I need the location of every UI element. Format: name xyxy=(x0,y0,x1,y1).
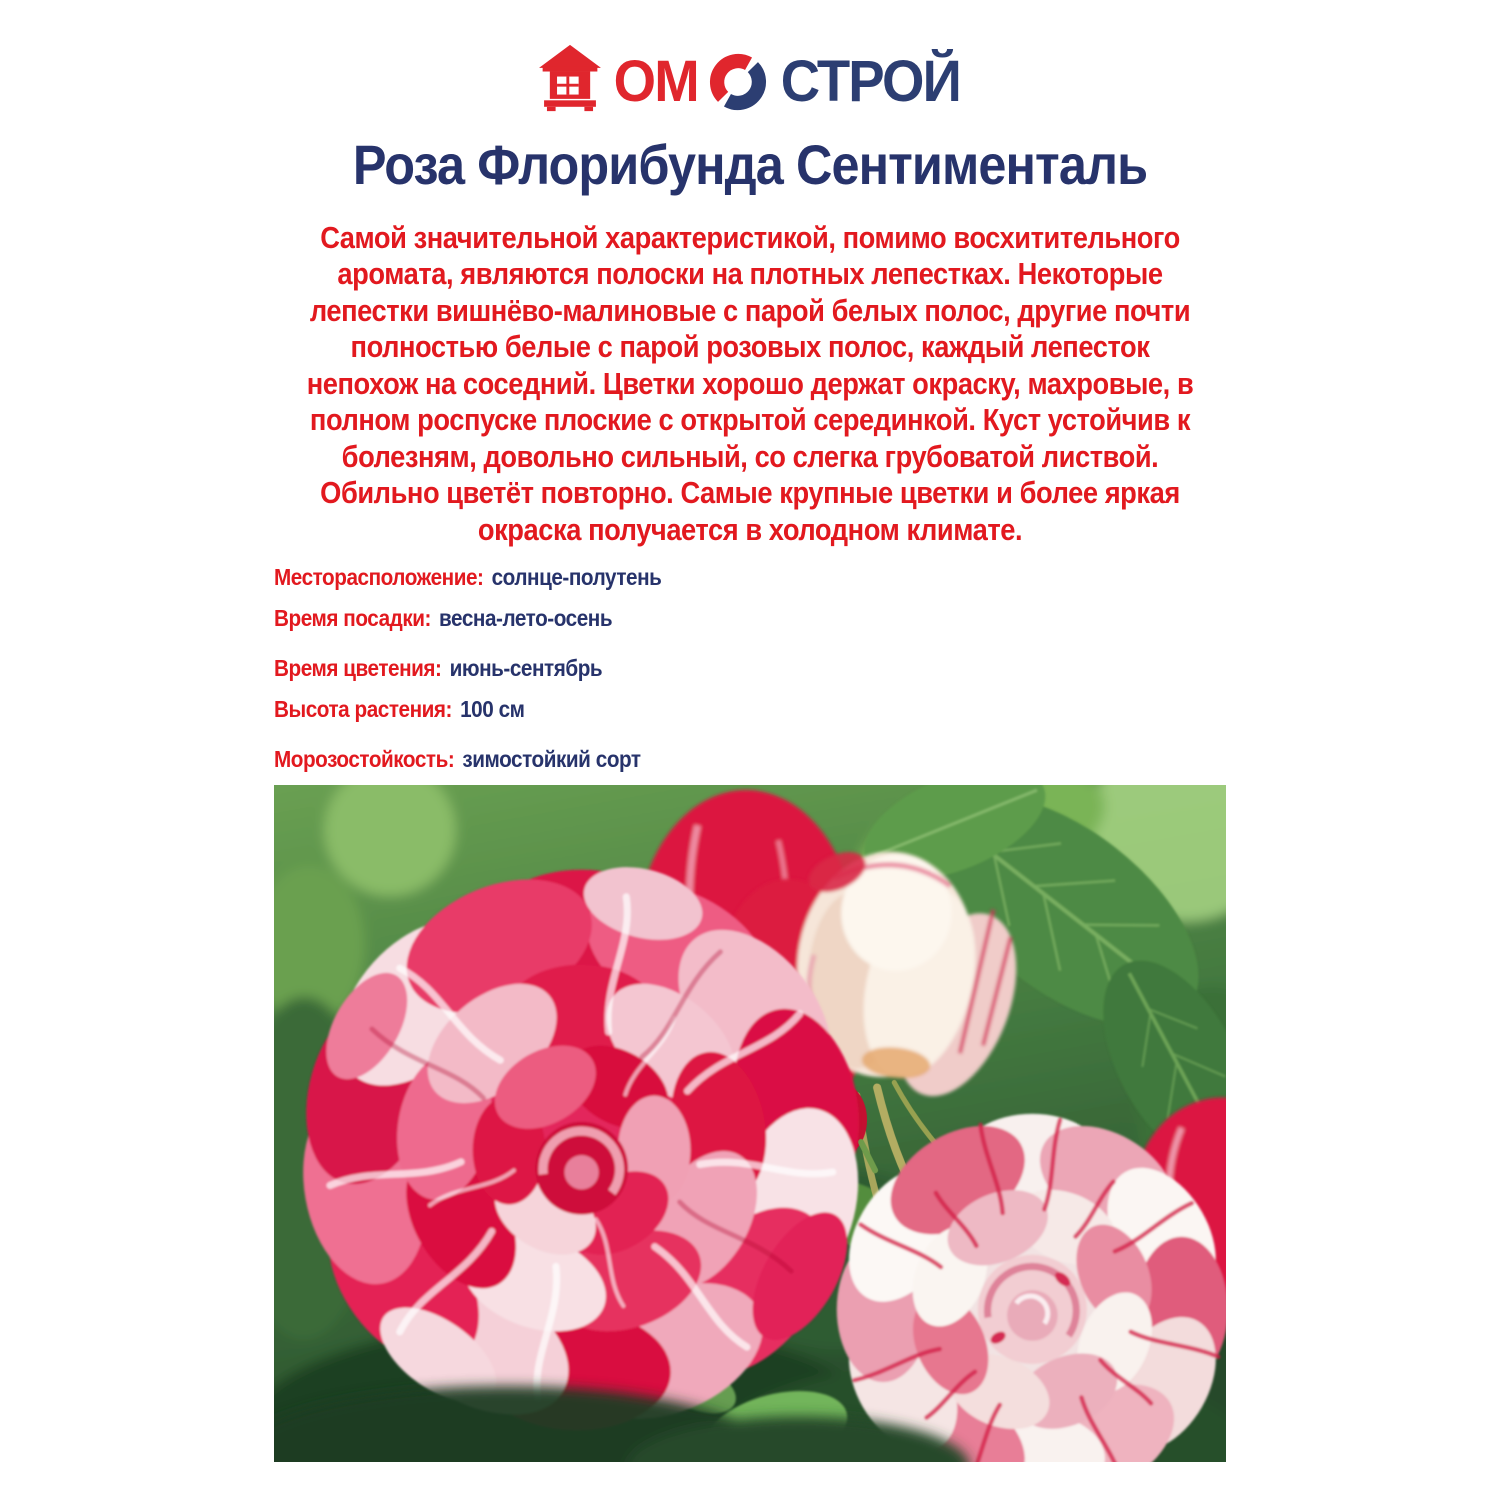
description xyxy=(0,220,1500,549)
attributes-list xyxy=(274,562,1226,774)
attribute-row-location xyxy=(274,562,1131,592)
description-line: Самой значительной характеристикой, помимо восхитительного xyxy=(320,219,1180,255)
description-line: окраска получается в холодном климате. xyxy=(477,511,1023,547)
attribute-label: Высота растения: xyxy=(274,696,452,723)
description-line: полном роспуске плоские с открытой серединкой. Куст устойчив к xyxy=(309,402,1191,438)
brand-text-stroy: СТРОЙ xyxy=(780,49,960,114)
attribute-value: солнце-полутень xyxy=(491,564,662,591)
attribute-label: Время посадки: xyxy=(274,605,431,632)
page-title: Роза Флорибунда Сентименталь xyxy=(352,133,1148,196)
attribute-label: Время цветения: xyxy=(274,655,442,682)
attribute-row-bloom-time xyxy=(274,653,1131,683)
description-line: лепестки вишнёво-малиновые с парой белых полос, другие почти xyxy=(309,292,1191,328)
rose-photo-image xyxy=(274,785,1226,1462)
brand-text-om: ОМ xyxy=(614,49,699,114)
description-line: Обильно цветёт повторно. Самые крупные цветки и более яркая xyxy=(320,475,1180,511)
attribute-value: весна-лето-осень xyxy=(439,605,613,632)
description-line: непохож на соседний. Цветки хорошо держат окраску, махровые, в xyxy=(306,365,1194,401)
rose-photo xyxy=(274,785,1226,1462)
split-ring-icon xyxy=(707,51,769,113)
attribute-value: зимостойкий сорт xyxy=(462,746,641,773)
attribute-label: Месторасположение: xyxy=(274,564,484,591)
attribute-row-planting-time xyxy=(274,603,1131,633)
attribute-value: июнь-сентябрь xyxy=(449,655,603,682)
description-line: полностью белые с парой розовых полос, каждый лепесток xyxy=(350,329,1150,365)
attribute-label: Морозостойкость: xyxy=(274,746,455,773)
attribute-value: 100 см xyxy=(460,696,525,723)
house-icon xyxy=(534,42,606,114)
attribute-row-frost-resistance xyxy=(274,744,1131,774)
description-line: болезням, довольно сильный, со слегка грубоватой листвой. xyxy=(341,438,1159,474)
description-line: аромата, являются полоски на плотных лепестках. Некоторые xyxy=(337,256,1163,292)
attribute-row-height xyxy=(274,694,1131,724)
brand-logo xyxy=(0,0,1500,120)
